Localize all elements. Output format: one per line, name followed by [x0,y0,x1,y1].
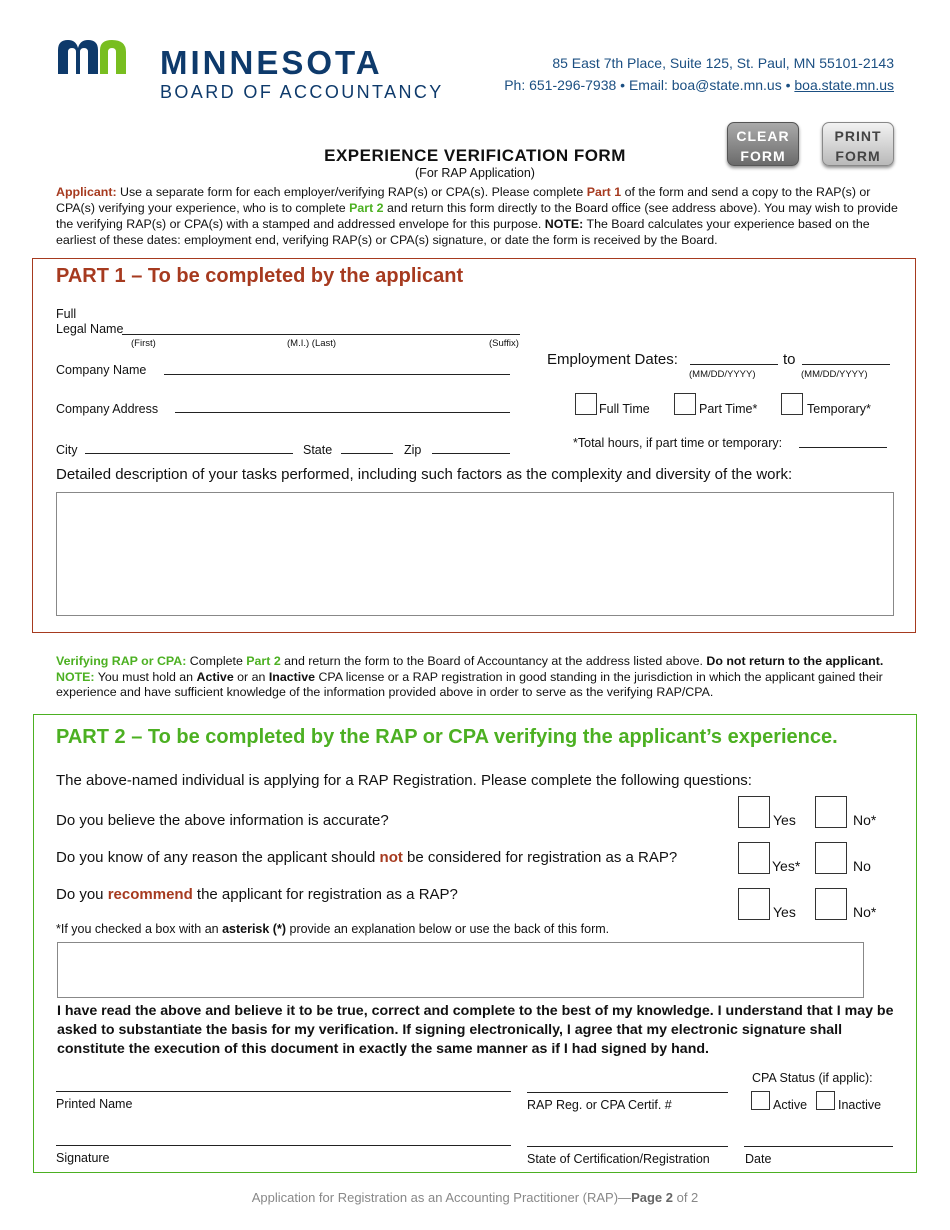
zip-label: Zip [404,443,422,457]
full-label: Full [56,307,77,321]
footer-of: of 2 [672,1190,699,1205]
q3-yes-label: Yes [773,904,796,920]
verify-part2: Part 2 [246,654,281,668]
state-label: State [303,443,333,457]
intro-paragraph [56,184,901,248]
q2-no-label: No [853,858,871,874]
print-label-1: PRINT [834,128,882,144]
verify-label: Verifying RAP or CPA: [56,654,187,668]
city-label: City [56,443,78,457]
q1-yes-checkbox[interactable] [738,796,770,828]
zip-field[interactable] [432,453,510,454]
intro-text-2: of the form and send a copy to the RAP(s) or CPA(s) verifying your experience, who is to complete [56,185,871,215]
inactive-checkbox[interactable] [816,1091,835,1110]
legal-name-label: Legal Name [56,322,124,336]
q2-yes-checkbox[interactable] [738,842,770,874]
verify-note: NOTE: [56,669,95,684]
employment-end-field[interactable] [802,364,890,365]
part2-heading: PART 2 – To be completed by the RAP or CPA verifying the applicant’s experience. [56,726,838,748]
intro-part1: Part 1 [586,185,622,199]
intro-part2: Part 2 [349,201,384,215]
intro-text-1: Use a separate form for each employer/verifying RAP(s) or CPA(s). Please complete [116,185,587,199]
full-time-checkbox[interactable] [575,393,597,415]
rap-reg-field[interactable] [527,1092,728,1093]
logo-subtitle: BOARD OF ACCOUNTANCY [160,82,444,102]
phone-email: Ph: 651-296-7938 • Email: boa@state.mn.us • [504,77,795,93]
clear-label-2: FORM [740,148,786,164]
suffix-hint: (Suffix) [489,338,519,349]
q3-text-b: the applicant for registration as a RAP? [192,886,458,903]
explanation-textarea[interactable] [57,942,864,998]
asterisk-text-c: provide an explanation below or use the back of this form. [286,922,610,936]
intro-note: NOTE: [544,217,584,231]
part-time-label: Part Time* [699,402,758,416]
company-name-field[interactable] [164,374,510,375]
full-time-label: Full Time [599,402,650,416]
verify-text-1: Complete [186,654,247,668]
form-subtitle: (For RAP Application) [415,166,535,180]
q1-no-checkbox[interactable] [815,796,847,828]
active-checkbox[interactable] [751,1091,770,1110]
company-name-label: Company Name [56,363,147,377]
q2-no-checkbox[interactable] [815,842,847,874]
total-hours-field[interactable] [799,447,887,448]
part-time-checkbox[interactable] [674,393,696,415]
to-label: to [783,351,796,368]
website-link[interactable]: boa.state.mn.us [794,77,894,93]
attestation-text: I have read the above and believe it to be true, correct and complete to the best of my knowledge. I understand that I may be asked to substantiate the basis for my verification. If signing electronically, I agree that my electronic signature shall constitute the execution of this document in exactly the same manner as if I had signed by hand. [57,1003,894,1057]
start-date-hint: (MM/DD/YYYY) [689,369,756,380]
total-hours-label: *Total hours, if part time or temporary: [573,436,783,450]
question-1: Do you believe the above information is accurate? [56,812,389,829]
verify-text-5: or an [233,669,269,684]
question-2 [56,849,677,866]
signature-field[interactable] [56,1145,511,1146]
footer-text: Application for Registration as an Accounting Practitioner (RAP)— [251,1190,632,1205]
q3-no-label: No* [853,904,877,920]
page-footer [0,1190,950,1205]
legal-name-field[interactable] [122,334,520,335]
asterisk-text-a: *If you checked a box with an [56,922,223,936]
description-textarea[interactable] [56,492,894,616]
logo-name: MINNESOTA [160,44,383,81]
minnesota-logo-icon [56,36,140,76]
state-cert-field[interactable] [527,1146,728,1147]
footer-page: Page 2 [631,1190,673,1205]
description-label: Detailed description of your tasks performed, including such factors as the complexity and diversity of the work: [56,466,793,483]
signature-label: Signature [56,1151,110,1165]
temporary-checkbox[interactable] [781,393,803,415]
q2-yes-label: Yes* [772,858,801,874]
part1-heading: PART 1 – To be completed by the applicant [56,265,464,287]
question-3 [56,886,458,903]
form-title: EXPERIENCE VERIFICATION FORM [324,146,626,165]
state-field[interactable] [341,453,393,454]
q3-recommend: recommend [107,886,193,903]
first-hint: (First) [131,338,156,349]
part2-lead: The above-named individual is applying for a RAP Registration. Please complete the following questions: [56,772,752,789]
verify-text-6: CPA license or a RAP registration in good standing in the jurisdiction in which the applicant gained their experience and have sufficient knowledge of the information provided above in order to serve as the verifying RAP/CPA. [56,669,883,699]
printed-name-label: Printed Name [56,1097,133,1111]
applicant-label: Applicant: [56,185,117,199]
company-address-field[interactable] [175,412,510,413]
contact-block [504,52,894,96]
print-label-2: FORM [835,148,881,164]
company-address-label: Company Address [56,402,159,416]
end-date-hint: (MM/DD/YYYY) [801,369,868,380]
q2-text-a: Do you know of any reason the applicant should [56,849,380,866]
verify-bold: Do not return to the applicant. [706,654,884,668]
city-field[interactable] [85,453,293,454]
rap-reg-label: RAP Reg. or CPA Certif. # [527,1098,672,1112]
asterisk-note [56,922,609,936]
q2-text-b: be considered for registration as a RAP? [402,849,678,866]
mi-last-hint: (M.I.) (Last) [287,338,337,349]
cpa-status-label: CPA Status (if applic): [752,1071,873,1085]
q3-no-checkbox[interactable] [815,888,847,920]
employment-start-field[interactable] [690,364,778,365]
q1-no-label: No* [853,812,877,828]
asterisk-bold: asterisk (*) [222,922,287,936]
printed-name-field[interactable] [56,1091,511,1092]
state-cert-label: State of Certification/Registration [527,1152,710,1166]
temporary-label: Temporary* [807,402,871,416]
address: 85 East 7th Place, Suite 125, St. Paul, MN 55101-2143 [552,55,894,71]
inactive-label: Inactive [838,1098,882,1112]
intro-text-4: The Board calculates your experience based on the earliest of these dates: employment end, verifying RAP(s) or CPA(s) signature, or date the form is received by the Board. [56,217,870,247]
active-label: Active [773,1098,808,1112]
intro-text-3: and return this form directly to the Board office (see address above). You may wish to provide the verifying RAP(s) or CPA(s) with a stamped and addressed envelope for this purpose. [56,201,898,231]
q3-text-a: Do you [56,886,108,903]
q1-yes-label: Yes [773,812,796,828]
date-field[interactable] [744,1146,893,1147]
verify-inactive: Inactive [268,669,316,684]
q2-not: not [379,849,403,866]
verify-active: Active [196,669,234,684]
verify-text-2: and return the form to the Board of Accountancy at the address listed above. [280,654,707,668]
date-label: Date [745,1152,772,1166]
verify-text-4: You must hold an [94,669,197,684]
q3-yes-checkbox[interactable] [738,888,770,920]
clear-label-1: CLEAR [736,128,790,144]
employment-dates-label: Employment Dates: [547,351,678,368]
verifying-paragraph [56,654,901,701]
